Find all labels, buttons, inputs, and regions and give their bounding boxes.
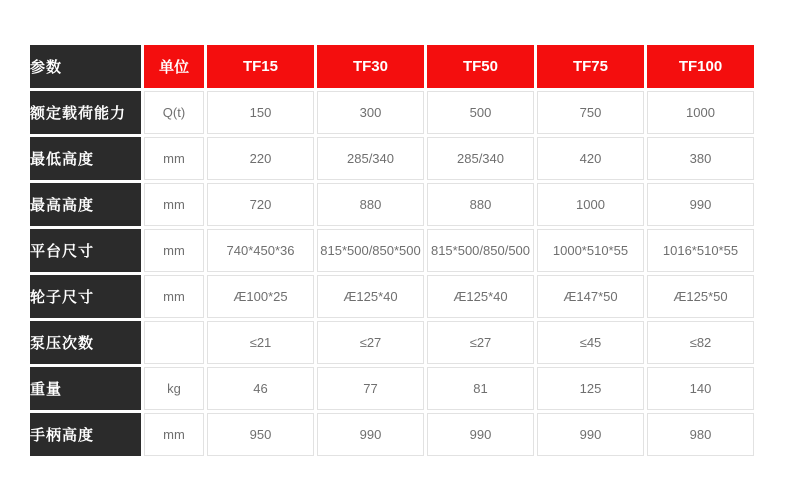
value-cell: 815*500/850/500 xyxy=(427,229,534,272)
header-model-cell: TF100 xyxy=(647,45,754,88)
spec-row xyxy=(30,137,754,180)
param-cell: 重量 xyxy=(30,367,141,410)
unit-cell: mm xyxy=(144,229,204,272)
value-cell: 81 xyxy=(427,367,534,410)
value-cell: Æ147*50 xyxy=(537,275,644,318)
param-cell: 泵压次数 xyxy=(30,321,141,364)
param-cell: 最低高度 xyxy=(30,137,141,180)
value-cell: ≤45 xyxy=(537,321,644,364)
value-cell: 750 xyxy=(537,91,644,134)
header-row xyxy=(30,45,754,88)
param-cell: 最高高度 xyxy=(30,183,141,226)
value-cell: 880 xyxy=(317,183,424,226)
unit-cell: Q(t) xyxy=(144,91,204,134)
spec-table xyxy=(27,42,757,459)
value-cell: 125 xyxy=(537,367,644,410)
value-cell: 380 xyxy=(647,137,754,180)
header-model-cell: TF50 xyxy=(427,45,534,88)
value-cell: ≤21 xyxy=(207,321,314,364)
spec-table-header xyxy=(30,45,754,88)
value-cell: 285/340 xyxy=(317,137,424,180)
spec-row xyxy=(30,91,754,134)
value-cell: Æ125*50 xyxy=(647,275,754,318)
header-param-cell: 参数 xyxy=(30,45,141,88)
value-cell: 300 xyxy=(317,91,424,134)
param-cell: 轮子尺寸 xyxy=(30,275,141,318)
value-cell: 140 xyxy=(647,367,754,410)
spec-table-body xyxy=(30,91,754,456)
spec-table-container xyxy=(27,42,757,459)
spec-row xyxy=(30,413,754,456)
value-cell: 420 xyxy=(537,137,644,180)
param-cell: 额定载荷能力 xyxy=(30,91,141,134)
spec-row xyxy=(30,183,754,226)
value-cell: 990 xyxy=(427,413,534,456)
value-cell: Æ125*40 xyxy=(317,275,424,318)
value-cell: ≤82 xyxy=(647,321,754,364)
header-unit-cell: 单位 xyxy=(144,45,204,88)
spec-row xyxy=(30,275,754,318)
value-cell: 220 xyxy=(207,137,314,180)
param-cell: 手柄高度 xyxy=(30,413,141,456)
value-cell: 990 xyxy=(647,183,754,226)
spec-row xyxy=(30,229,754,272)
value-cell: ≤27 xyxy=(317,321,424,364)
value-cell: 77 xyxy=(317,367,424,410)
value-cell: 880 xyxy=(427,183,534,226)
value-cell: 1000 xyxy=(537,183,644,226)
value-cell: ≤27 xyxy=(427,321,534,364)
value-cell: 980 xyxy=(647,413,754,456)
value-cell: 150 xyxy=(207,91,314,134)
unit-cell: mm xyxy=(144,413,204,456)
value-cell: Æ125*40 xyxy=(427,275,534,318)
unit-cell: mm xyxy=(144,183,204,226)
value-cell: 740*450*36 xyxy=(207,229,314,272)
header-model-cell: TF75 xyxy=(537,45,644,88)
param-cell: 平台尺寸 xyxy=(30,229,141,272)
value-cell: 720 xyxy=(207,183,314,226)
spec-row xyxy=(30,321,754,364)
value-cell: 990 xyxy=(537,413,644,456)
value-cell: 815*500/850*500 xyxy=(317,229,424,272)
value-cell: 1000*510*55 xyxy=(537,229,644,272)
unit-cell: mm xyxy=(144,137,204,180)
value-cell: 1000 xyxy=(647,91,754,134)
unit-cell xyxy=(144,321,204,364)
spec-row xyxy=(30,367,754,410)
value-cell: 950 xyxy=(207,413,314,456)
unit-cell: mm xyxy=(144,275,204,318)
header-model-cell: TF30 xyxy=(317,45,424,88)
value-cell: 1016*510*55 xyxy=(647,229,754,272)
value-cell: Æ100*25 xyxy=(207,275,314,318)
value-cell: 990 xyxy=(317,413,424,456)
value-cell: 46 xyxy=(207,367,314,410)
header-model-cell: TF15 xyxy=(207,45,314,88)
value-cell: 500 xyxy=(427,91,534,134)
value-cell: 285/340 xyxy=(427,137,534,180)
unit-cell: kg xyxy=(144,367,204,410)
